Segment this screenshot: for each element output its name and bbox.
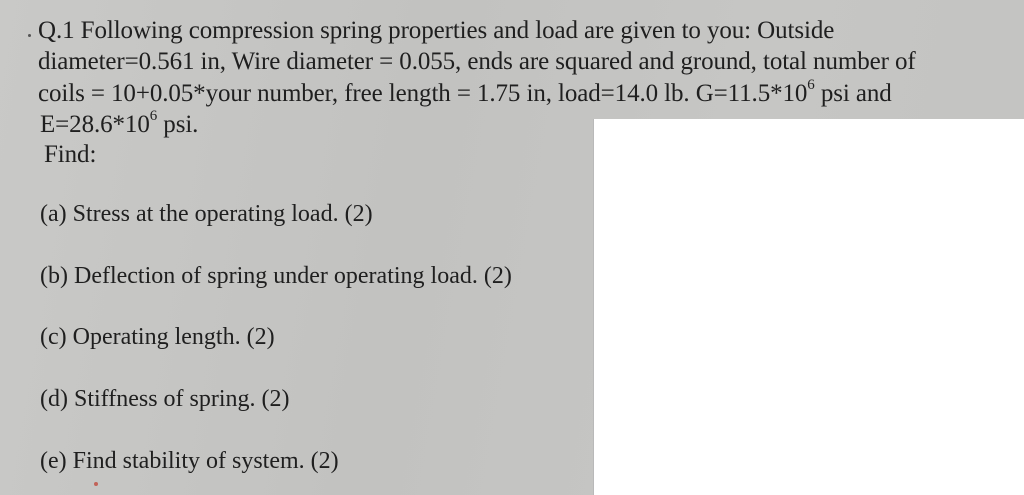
bullet-mark <box>28 34 31 37</box>
part-c: (c) Operating length. (2) <box>40 324 275 350</box>
exponent-e: 6 <box>149 107 158 124</box>
part-e: (e) Find stability of system. (2) <box>40 448 339 474</box>
exponent-g: 6 <box>807 76 815 93</box>
question-line-2: diameter=0.561 in, Wire diameter = 0.055, ends are squared and ground, total number of <box>38 48 916 75</box>
question-line-1: Q.1 Following compression spring properties and load are given to you: Outside <box>38 17 835 44</box>
question-line-4-tail: psi. <box>157 111 199 138</box>
question-line-3 <box>38 76 892 108</box>
question-line-3-text: coils = 10+0.05*your number, free length = 1.75 in, load=14.0 lb. G=11.5*10 <box>38 80 808 107</box>
ink-dot <box>94 482 98 486</box>
question-line-4-text: E=28.6*10 <box>40 111 150 138</box>
part-a: (a) Stress at the operating load. (2) <box>40 201 373 227</box>
redaction-box <box>593 119 1024 495</box>
question-line-4 <box>40 107 199 139</box>
find-label: Find: <box>44 141 97 168</box>
question-line-3-tail: psi and <box>814 80 892 107</box>
part-d: (d) Stiffness of spring. (2) <box>40 386 290 412</box>
part-b: (b) Deflection of spring under operating load. (2) <box>40 263 512 289</box>
